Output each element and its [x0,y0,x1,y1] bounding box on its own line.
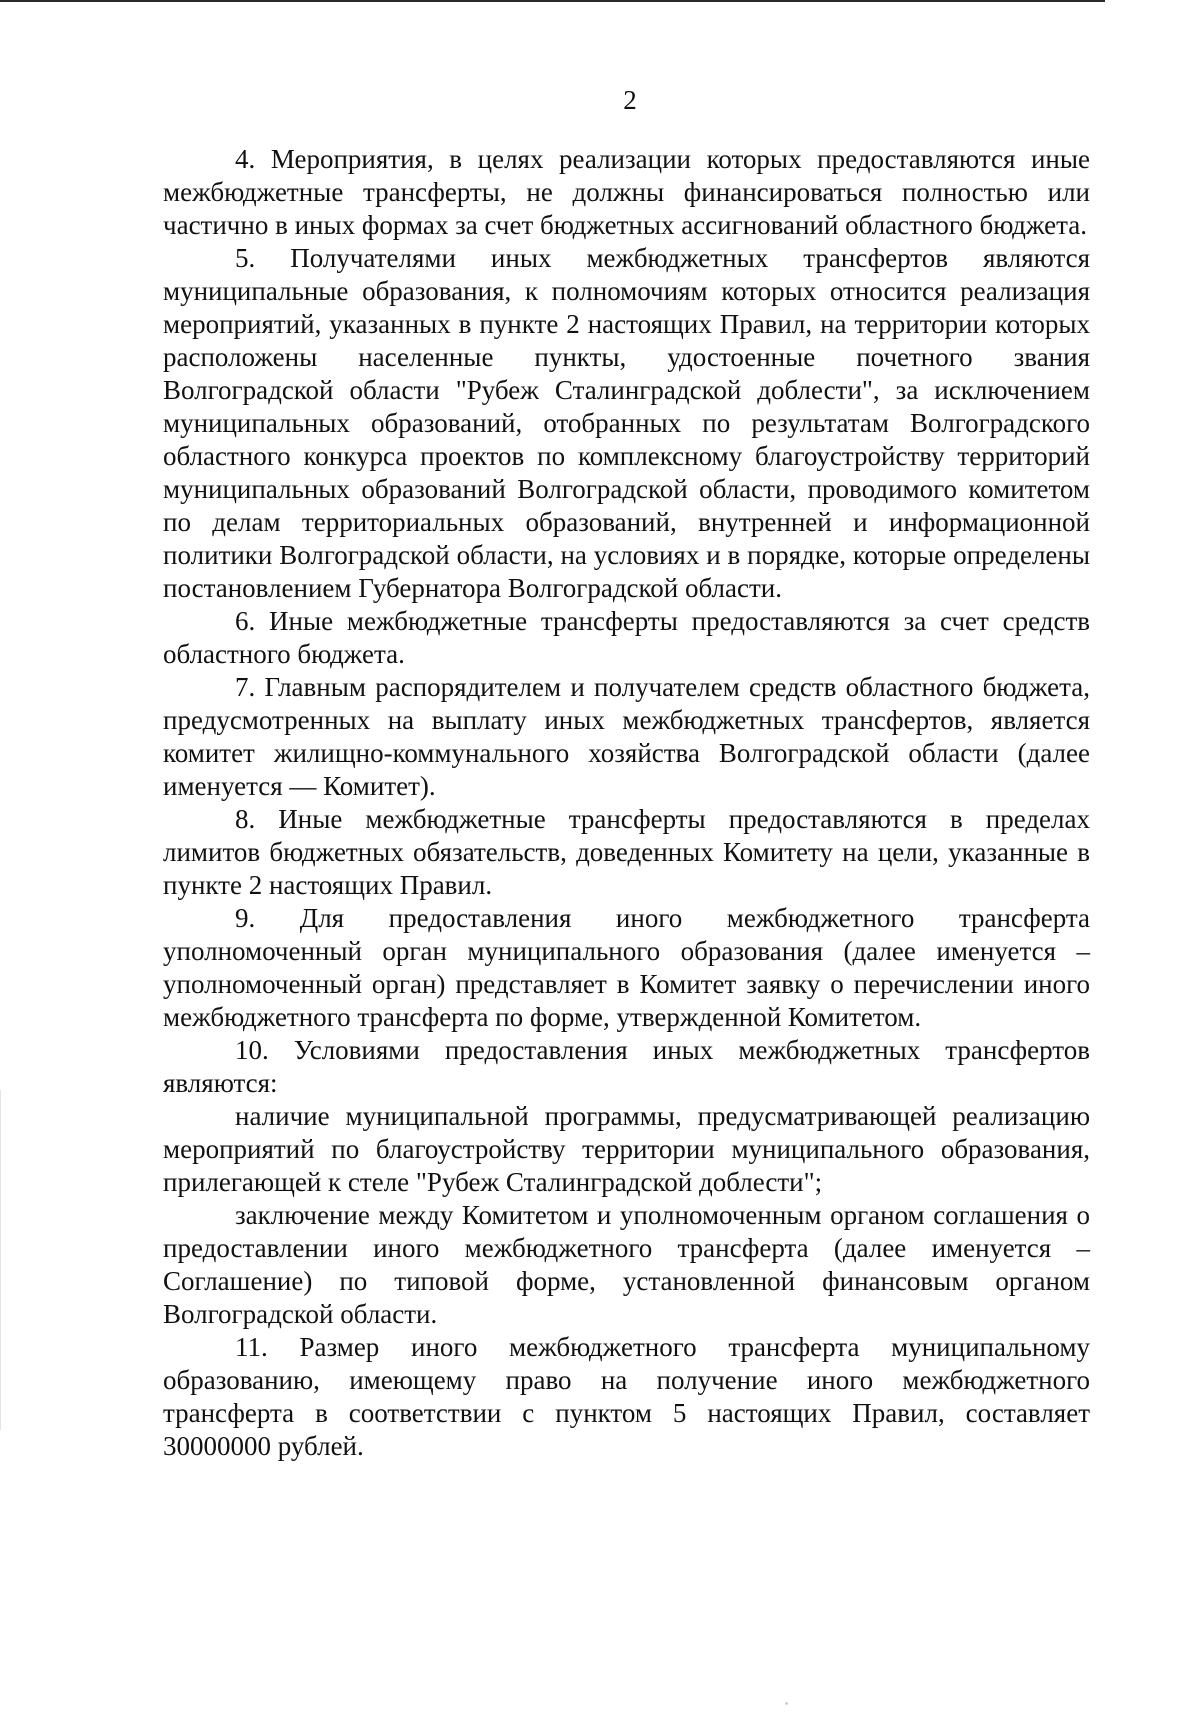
scan-dust-mark [785,1702,788,1705]
paragraph-item-8: 8. Иные межбюджетные трансферты предоставляются в пределах лимитов бюджетных обязательств, доведенных Комитету на цели, указанные в пункте 2 настоящих Правил. [163,804,1090,900]
paragraph-item-9: 9. Для предоставления иного межбюджетного трансферта уполномоченный орган муниципального образования (далее именуется – уполномоченный орган) представляет в Комитет заявку о перечислении иного межбюджетного трансферта по форме, утвержденной Комитетом. [163,903,1090,1032]
paragraph-item-5: 5. Получателями иных межбюджетных трансфертов являются муниципальные образования, к полномочиям которых относится реализация мероприятий, указанных в пункте 2 настоящих Правил, на территории которых расположены населенные пункты, удостоенные почетного звания Волгоградской области "Рубеж Сталинградской доблести", за исключением муниципальных образований, отобранных по результатам Волгоградского областного конкурса проектов по комплексному благоустройству территорий муниципальных образований Волгоградской области, проводимого комитетом по делам территориальных образований, внутренней и информационной политики Волгоградской области, на условиях и в порядке, которые определены постановлением Губернатора Волгоградской области. [163,243,1090,603]
top-border-line [0,0,1105,2]
paragraph-item-4: 4. Мероприятия, в целях реализации которых предоставляются иные межбюджетные трансферты, не должны финансироваться полностью или частично в иных формах за счет бюджетных ассигнований областного бюджета. [163,144,1090,240]
paragraph-item-6: 6. Иные межбюджетные трансферты предоставляются за счет средств областного бюджета. [163,606,1090,669]
condition-program: наличие муниципальной программы, предусматривающей реализацию мероприятий по благоустройству территории муниципального образования, прилегающей к стеле "Рубеж Сталинградской доблести"; [163,1101,1090,1197]
paragraph-item-10: 10. Условиями предоставления иных межбюджетных трансфертов являются: [163,1035,1090,1098]
condition-agreement: заключение между Комитетом и уполномоченным органом соглашения о предоставлении иного межбюджетного трансферта (далее именуется – Соглашение) по типовой форме, установленной финансовым органом Волгоградской области. [163,1200,1090,1329]
scan-fold-shadow [0,1090,1,1430]
paragraph-item-7: 7. Главным распорядителем и получателем средств областного бюджета, предусмотренных на выплату иных межбюджетных трансфертов, является комитет жилищно-коммунального хозяйства Волгоградской области (далее именуется — Комитет). [163,672,1090,801]
paragraph-item-11: 11. Размер иного межбюджетного трансферта муниципальному образованию, имеющему право на получение иного межбюджетного трансферта в соответствии с пунктом 5 настоящих Правил, составляет 30000000 рублей. [163,1332,1090,1461]
document-body [163,143,1090,1463]
page-number: 2 [623,85,637,115]
